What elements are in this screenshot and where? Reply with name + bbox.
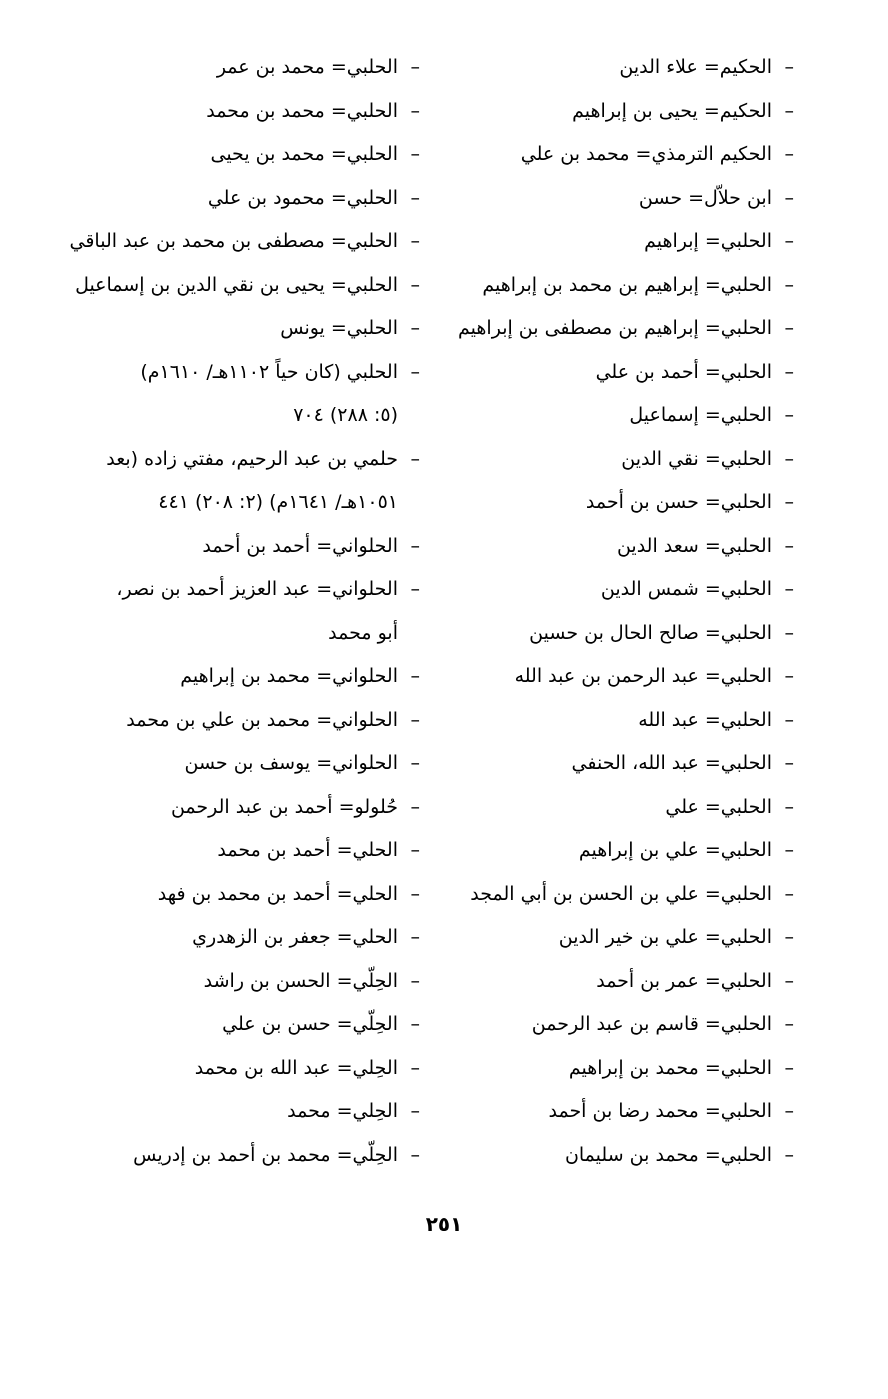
page-number: ٢٥١	[425, 1212, 463, 1236]
entry-dash: –	[410, 230, 420, 252]
index-entry	[60, 133, 420, 177]
entry-text: حُلولو= أحمد بن عبد الرحمن	[170, 795, 398, 818]
entry-text: الحلبي= حسن بن أحمد	[585, 491, 772, 513]
entry-text: الحلبي (كان حياً ١١٠٢هـ/ ١٦١٠م)	[140, 360, 398, 383]
index-entry	[60, 177, 420, 221]
index-entry-continuation	[60, 394, 420, 438]
entry-text: الحلبي= نقي الدين	[621, 447, 772, 470]
entry-dash: –	[784, 578, 794, 600]
entry-dash: –	[784, 447, 794, 470]
index-entry-continuation	[60, 612, 420, 656]
entry-dash: –	[410, 969, 420, 992]
index-entry	[60, 655, 420, 699]
entry-text: الحكيم= يحيى بن إبراهيم	[572, 99, 772, 122]
index-entry	[60, 829, 420, 873]
index-entry	[444, 1090, 794, 1134]
entry-text: الحلبي= إبراهيم بن محمد بن إبراهيم	[482, 273, 772, 296]
index-entry	[444, 438, 794, 482]
index-entry	[444, 916, 794, 960]
index-entry	[60, 742, 420, 786]
entry-text: الحلبي= محمود بن علي	[207, 186, 398, 209]
index-entry	[444, 1047, 794, 1091]
entry-text: أبو محمد	[328, 621, 398, 644]
entry-text: الحِلي= محمد	[287, 1100, 398, 1122]
index-entry	[60, 525, 420, 569]
entry-dash: –	[784, 882, 794, 905]
entry-text: الحلواني= محمد بن علي بن محمد	[126, 708, 398, 731]
entry-dash: –	[410, 752, 420, 774]
entry-dash: –	[410, 534, 420, 557]
entry-dash: –	[410, 317, 420, 339]
entry-text: الحِلّي= محمد بن أحمد بن إدريس	[133, 1143, 398, 1166]
index-entry	[60, 220, 420, 264]
index-entry	[60, 438, 420, 482]
entry-dash: –	[784, 186, 794, 209]
index-entry	[60, 916, 420, 960]
entry-dash: –	[784, 404, 794, 426]
entry-text: الحلبي= أحمد بن علي	[595, 360, 772, 383]
entry-dash: –	[784, 1056, 794, 1079]
entry-dash: –	[784, 926, 794, 948]
entry-text: الحِلّي= الحسن بن راشد	[203, 969, 398, 992]
entry-text: الحلبي= قاسم بن عبد الرحمن	[531, 1013, 772, 1035]
entry-text: الحلواني= عبد العزيز أحمد بن نصر،	[116, 578, 398, 600]
entry-text: ١٠٥١هـ/ ١٦٤١م) (٢: ٢٠٨) ٤٤١	[158, 491, 398, 513]
entry-text: الحلي= أحمد بن محمد بن فهد	[157, 882, 398, 905]
entry-dash: –	[784, 1100, 794, 1122]
entry-dash: –	[410, 273, 420, 296]
entry-text: الحلبي= علي	[665, 795, 772, 818]
entry-dash: –	[784, 665, 794, 687]
entry-dash: –	[784, 317, 794, 339]
entry-dash: –	[410, 186, 420, 209]
entry-text: الحلي= أحمد بن محمد	[217, 839, 398, 861]
index-entry	[444, 655, 794, 699]
entry-text: الحلبي= مصطفى بن محمد بن عبد الباقي	[69, 230, 398, 252]
index-entry	[60, 960, 420, 1004]
entry-dash: –	[410, 708, 420, 731]
index-entry	[444, 612, 794, 656]
index-entry	[60, 699, 420, 743]
index-entry	[444, 873, 794, 917]
entry-text: الحلواني= أحمد بن أحمد	[202, 534, 398, 557]
entry-text: (٥: ٢٨٨) ٧٠٤	[293, 404, 398, 426]
entry-text: ابن حلاّل= حسن	[638, 186, 772, 209]
index-column-right	[444, 46, 794, 1177]
entry-dash: –	[784, 752, 794, 774]
index-entry	[444, 1134, 794, 1178]
entry-text: الحلبي= عبد الرحمن بن عبد الله	[514, 665, 772, 687]
index-entry	[60, 1003, 420, 1047]
entry-text: الحلبي= يحيى بن نقي الدين بن إسماعيل	[75, 273, 398, 296]
index-entry	[60, 46, 420, 90]
entry-dash: –	[410, 99, 420, 122]
index-entry	[444, 1003, 794, 1047]
entry-text: الحلبي= إسماعيل	[629, 404, 772, 426]
entry-text: الحلبي= عمر بن أحمد	[596, 969, 772, 992]
index-entry	[444, 699, 794, 743]
entry-dash: –	[784, 273, 794, 296]
entry-dash: –	[410, 56, 420, 78]
entry-text: الحِلي= عبد الله بن محمد	[194, 1056, 398, 1079]
index-entry	[444, 481, 794, 525]
entry-text: الحلي= جعفر بن الزهدري	[192, 926, 398, 948]
index-entry	[444, 133, 794, 177]
entry-dash: –	[784, 969, 794, 992]
entry-dash: –	[784, 56, 794, 78]
index-entry	[60, 786, 420, 830]
entry-text: الحلبي= إبراهيم	[644, 230, 772, 252]
entry-dash: –	[410, 839, 420, 861]
index-entry	[444, 742, 794, 786]
index-entry	[444, 264, 794, 308]
index-entry	[60, 351, 420, 395]
entry-dash: –	[784, 534, 794, 557]
index-entry	[444, 525, 794, 569]
entry-text: الحلواني= يوسف بن حسن	[184, 752, 398, 774]
entry-dash: –	[784, 795, 794, 818]
entry-text: الحكيم الترمذي= محمد بن علي	[520, 143, 772, 165]
entry-dash: –	[784, 708, 794, 731]
index-entry	[60, 1090, 420, 1134]
index-entry	[60, 568, 420, 612]
entry-text: الحلبي= علي بن إبراهيم	[578, 839, 772, 861]
entry-dash: –	[410, 926, 420, 948]
entry-text: الحلبي= محمد بن إبراهيم	[568, 1056, 772, 1079]
entry-text: حلمي بن عبد الرحيم، مفتي زاده (بعد	[106, 447, 398, 470]
entry-dash: –	[410, 447, 420, 470]
index-entry	[60, 307, 420, 351]
entry-dash: –	[784, 99, 794, 122]
entry-text: الحِلّي= حسن بن علي	[222, 1013, 398, 1035]
entry-dash: –	[784, 621, 794, 644]
index-entry-continuation	[60, 481, 420, 525]
entry-text: الحلبي= علي بن خير الدين	[558, 926, 772, 948]
entry-dash: –	[410, 1100, 420, 1122]
entry-text: الحلبي= علي بن الحسن بن أبي المجد	[470, 882, 772, 905]
entry-dash: –	[410, 1056, 420, 1079]
entry-text: الحلبي= محمد بن يحيى	[210, 143, 398, 165]
entry-text: الحلبي= عبد الله	[638, 708, 772, 731]
index-entry	[444, 90, 794, 134]
entry-dash: –	[410, 795, 420, 818]
index-entry	[444, 307, 794, 351]
entry-text: الحلبي= إبراهيم بن مصطفى بن إبراهيم	[458, 317, 772, 339]
index-column-left	[60, 46, 420, 1177]
index-entry	[444, 786, 794, 830]
entry-text: الحلبي= شمس الدين	[600, 578, 772, 600]
entry-dash: –	[410, 1143, 420, 1166]
index-entry	[60, 873, 420, 917]
index-entry	[444, 960, 794, 1004]
entry-text: الحلبي= محمد بن عمر	[216, 56, 398, 78]
entry-dash: –	[410, 143, 420, 165]
entry-text: الحلبي= محمد بن سليمان	[564, 1143, 772, 1166]
entry-text: الحلواني= محمد بن إبراهيم	[180, 665, 398, 687]
entry-dash: –	[410, 1013, 420, 1035]
entry-dash: –	[410, 665, 420, 687]
entry-dash: –	[784, 360, 794, 383]
entry-dash: –	[784, 839, 794, 861]
entry-dash: –	[410, 578, 420, 600]
entry-dash: –	[410, 882, 420, 905]
index-entry	[444, 46, 794, 90]
index-entry	[60, 264, 420, 308]
index-entry	[60, 90, 420, 134]
index-entry	[444, 394, 794, 438]
index-entry	[444, 220, 794, 264]
index-entry	[444, 568, 794, 612]
entry-text: الحلبي= محمد رضا بن أحمد	[548, 1100, 772, 1122]
entry-dash: –	[410, 360, 420, 383]
entry-dash: –	[784, 1013, 794, 1035]
entry-text: الحلبي= سعد الدين	[616, 534, 772, 557]
index-entry	[444, 177, 794, 221]
entry-text: الحلبي= يونس	[280, 317, 398, 339]
entry-dash: –	[784, 1143, 794, 1166]
entry-text: الحكيم= علاء الدين	[619, 56, 772, 78]
index-entry	[60, 1047, 420, 1091]
entry-text: الحلبي= عبد الله، الحنفي	[571, 752, 772, 774]
entry-dash: –	[784, 230, 794, 252]
index-entry	[444, 351, 794, 395]
entry-dash: –	[784, 491, 794, 513]
entry-text: الحلبي= صالح الحال بن حسين	[529, 621, 772, 644]
entry-dash: –	[784, 143, 794, 165]
index-entry	[444, 829, 794, 873]
entry-text: الحلبي= محمد بن محمد	[206, 99, 398, 122]
index-entry	[60, 1134, 420, 1178]
